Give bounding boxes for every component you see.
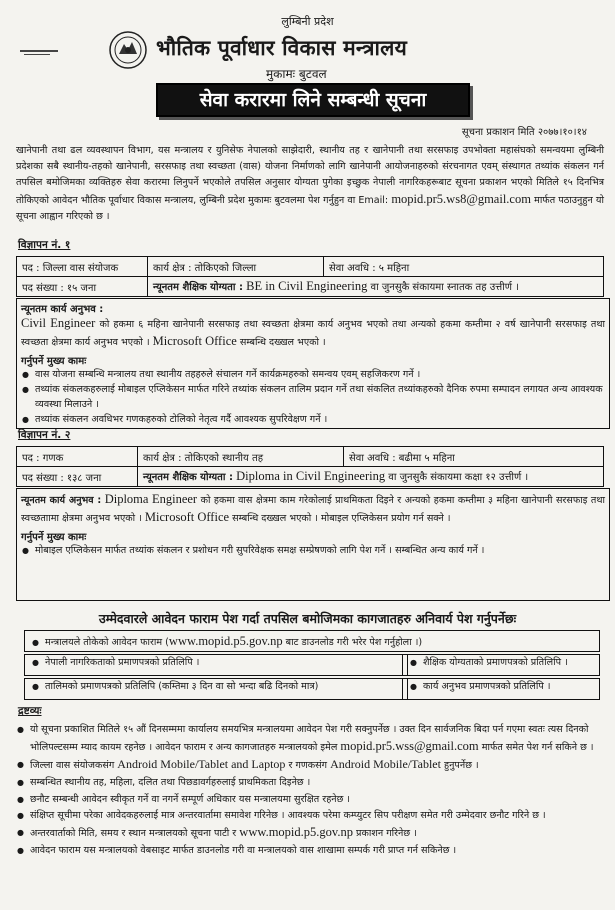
ad2-details [16, 488, 610, 601]
ministry-location: मुकामः बुटवल [266, 67, 327, 81]
note-text: अन्तरवार्ताको मिति, समय र स्थान मन्त्रालयको सूचना पाटी र [30, 828, 237, 839]
doc-citizenship [24, 654, 408, 676]
ad2-duty-heading: गर्नुपर्ने मुख्य कामः [21, 532, 87, 543]
notice-page [6, 0, 609, 910]
list-item: ● मोबाइल एप्लिकेसन मार्फत तथ्यांक संकलन र प्रशोधन गरी सुपरिवेक्षक समक्ष सम्प्रेषणको लागि पेश गर्ने । सम्बन्धित अन्य कार्य गर्ने । [21, 543, 605, 558]
exp-role: Civil Engineer [21, 316, 96, 330]
list-item: ● छनौट सम्बन्धी आवेदन स्वीकृत गर्ने वा नगर्ने सम्पूर्ण अधिकार यस मन्त्रालयमा सुरक्षित रहनेछ । [16, 791, 600, 808]
qual-degree: BE in Civil Engineering [246, 279, 368, 293]
intro-text: खानेपानी तथा ढल व्यवस्थापन विभाग, यस मन्त्रालय र युनिसेफ नेपालको साझेदारी, स्थानीय तह र खानेपानी तथा सरसफाइ उपभोक्ता महासंघको समन्वयमा लुम्बिनी प्रदेशका सबै स्थानीय-तहको खानेपानी, सरसफाइ तथा स्वच्छता (वास) योजना निर्माणको लागि खानेपानी आयोजनाहरुको संरचनागत एवम् संस्थागत तथ्यांक संकलन गर्न तपसिल बमोजिमका व्यक्तिहरु सेवा करारमा लिनुपर्ने भएकोले तपसिल अनुसार योग्यता पुगेका इच्छुक नेपाली नागरिकहरूबाट सूचना प्रकाशन भएको मितिले १५ दिनभित्र तोकिएको आवेदन भौतिक पूर्वाधार विकास मन्त्रालय, लुम्बिनी प्रदेश मुकामः बुटवलमा पेश गर्नुहुन वा Email: [16, 145, 604, 206]
note-text: हुनुपर्नेछ । [444, 760, 479, 771]
doc-training [24, 678, 408, 700]
documents-title: उम्मेदवारले आवेदन फाराम पेश गर्दा तपसिल बमोजिमका कागजातहरु अनिवार्य पेश गर्नुपर्नेछः [98, 611, 517, 626]
province-name: लुम्बिनी प्रदेश [281, 15, 334, 28]
header-rule [20, 50, 58, 52]
form-post: बाट डाउनलोड गरी भरेर पेश गर्नुहोला ।) [285, 637, 423, 648]
exp-tail: सम्बन्धि दख्खल भएको । मोबाइल एप्लिकेसन प्रयोग गर्न सक्ने । [232, 513, 451, 524]
exp-heading: न्यूनतम कार्य अनुभव : [21, 495, 102, 506]
list-item: ● नेपाली नागरिकताको प्रमाणपत्रको प्रतिलिपि । [31, 655, 401, 670]
intro-paragraph [16, 143, 604, 225]
note-email: mopid.pr5.wss@gmail.com [340, 739, 479, 753]
ad2-qualification [138, 467, 604, 487]
exp-tail: सम्बन्धि दख्खल भएको । [239, 337, 326, 348]
ad2-heading: विज्ञापन नं. २ [18, 429, 71, 441]
exp-role: Diploma Engineer [104, 492, 198, 506]
ad1-details [16, 298, 610, 429]
ad1-count: पद संख्या : १५ जना [17, 277, 148, 297]
exp-text: को हकमा वास क्षेत्रमा काम गरेकोलाई प्राथमिकता दिइने र अन्यको हकमा कम्तीमा ३ महिना खानेपानी सरसफाइ तथा स्वच्छताामा क्षेत्रमा अनुभव भएको । [21, 495, 605, 524]
notice-title: सेवा करारमा लिने सम्बन्धी सूचना [156, 83, 470, 117]
list-item [16, 824, 600, 842]
list-item: ● तथ्यांक संकलकहरुलाई मोबाइल एप्लिकेसन मार्फत गरिने तथ्यांक संकलन तालिम प्रदान गर्ने तथा संकलित तथ्यांकहरुको दैनिक रुपमा सम्पादन लगायत अन्य आवश्यक व्यवस्था मिलाउने । [21, 382, 605, 412]
qual-tail: वा जुनसुकै संकायमा कक्षा १२ उत्तीर्ण । [388, 472, 529, 483]
ad1-heading: विज्ञापन नं. १ [18, 239, 71, 251]
note-devices: Android Mobile/Tablet and Laptop [117, 757, 286, 771]
note-url: www.mopid.p5.gov.np [239, 825, 353, 839]
ad1-exp-heading: न्यूनतम कार्य अनुभव : [21, 304, 104, 315]
doc-application-form [24, 630, 600, 652]
list-item: ● तालिमको प्रमाणपत्रको प्रतिलिपि (कम्तिमा ३ दिन वा सो भन्दा बढि दिनको मात्र) [31, 679, 401, 694]
list-item: ● शैक्षिक योग्यताको प्रमाणपत्रको प्रतिलिपि । [409, 655, 593, 670]
qual-degree: Diploma in Civil Engineering [236, 469, 386, 483]
qual-tail: वा जुनसुकै संकायमा स्नातक तह उत्तीर्ण । [370, 282, 519, 293]
ministry-name: भौतिक पूर्वाधार विकास मन्त्रालय [156, 36, 407, 60]
ad2-duration: सेवा अवधि : बढीमा ५ महिना [344, 447, 604, 467]
note-text: यो सूचना प्रकाशित मितिले १५ औं दिनसम्ममा कार्यालय समयभित्र मन्त्रालयमा आवेदन पेश गरी सक्नुपर्नेछ । उक्त दिन सार्वजनिक बिदा पर्न गएमा स्वतः त्यस दिनको भोलिपल्टसम्म म्याद कायम रहनेछ । आवेदन फाराम र अन्य कागजातहरु मन्त्रालयको इमेल [30, 724, 589, 753]
ad1-duration: सेवा अवधि : ५ महिना [324, 257, 604, 277]
list-item: ● आवेदन फाराम यस मन्त्रालयको वेबसाइट मार्फत डाउनलोड गरी वा मन्त्रालयको वास शाखामा सम्पर्क गरी प्राप्त गर्न सकिनेछ । [16, 842, 600, 859]
ad1-area: कार्य क्षेत्र : तोकिएको जिल्ला [148, 257, 324, 277]
list-item: ● वास योजना सम्बन्धि मन्त्रालय तथा स्थानीय तहहरुले संचालन गर्ने कार्यक्रमहरुको समन्वय एवम् सहजिकरण गर्ने । [21, 367, 605, 382]
note-text: मार्फत समेत पेश गर्न सकिने छ । [481, 742, 594, 753]
ad2-area: कार्य क्षेत्र : तोकिएको स्थानीय तह [138, 447, 344, 467]
exp-text: को हकमा ६ महिना खानेपानी सरसफाइ तथा स्वच्छता क्षेत्रमा कार्य अनुभव भएको तथा अन्यको हकमा कम्तीमा २ वर्ष खानेपानी सरसफाइ तथा स्वच्छता क्षेत्रमा कार्य अनुभव भएको । [21, 319, 605, 348]
ad1-post: पद : जिल्ला वास संयोजक [17, 257, 148, 277]
list-item: ● सम्बन्धित स्थानीय तह, महिला, दलित तथा पिछडावर्गहरुलाई प्राथमिकता दिइनेछ । [16, 774, 600, 791]
notes-list [16, 722, 600, 859]
qual-label: न्यूनतम शैक्षिक योग्यता : [153, 282, 243, 293]
note-text: प्रकाशन गरिनेछ । [356, 828, 417, 839]
intro-text-tail: मार्फत पठाउनुहुन यो सूचना आह्वान गरिएको छ । [16, 195, 604, 222]
doc-education [402, 654, 600, 676]
ad2-table [16, 446, 604, 487]
form-url: www.mopid.p5.gov.np [168, 634, 283, 648]
notes-heading: द्रष्टव्यः [18, 705, 42, 717]
exp-software: Microsoft Office [152, 334, 237, 348]
note-text: र गणकसंग [288, 760, 328, 771]
ad1-duty-heading: गर्नुपर्ने मुख्य कामः [21, 356, 87, 367]
header-rule [24, 54, 50, 55]
ad1-table [16, 256, 604, 297]
ad2-experience [21, 491, 605, 527]
form-pre: ● मन्त्रालयले तोकेको आवेदन फाराम ( [31, 635, 169, 650]
qual-label: न्यूनतम शैक्षिक योग्यता : [143, 472, 233, 483]
government-emblem-icon [108, 30, 148, 70]
intro-email: mopid.pr5.ws8@gmail.com [391, 192, 531, 206]
list-item: ● कार्य अनुभव प्रमाणपत्रको प्रतिलिपि । [409, 679, 593, 694]
ad1-qualification [148, 277, 604, 297]
list-item [16, 722, 600, 756]
ad1-experience [21, 315, 605, 351]
list-item [16, 756, 600, 774]
ad2-count: पद संख्या : १३८ जना [17, 467, 138, 487]
list-item: ● संक्षिप्त सूचीमा परेका आवेदकहरुलाई मात्र अन्तरवार्तामा समावेश गरिनेछ । आवश्यक परेमा कम्प्युटर सिप परीक्षण समेत गरी उम्मेदवार छनौट गरिने छ । [16, 808, 600, 824]
note-text: जिल्ला वास संयोजकसंग [30, 760, 115, 771]
doc-experience [402, 678, 600, 700]
exp-software: Microsoft Office [144, 510, 230, 524]
publication-date: सूचना प्रकाशन मिति २०७७।१०।१४ [461, 127, 587, 138]
ad2-post: पद : गणक [17, 447, 138, 467]
note-devices: Android Mobile/Tablet [330, 757, 441, 771]
list-item: ● तथ्यांक संकलन अवधिभर गणकहरुको टोलिको नेतृत्व गर्दै आवश्यक सुपरिवेक्षण गर्ने । [21, 412, 605, 427]
